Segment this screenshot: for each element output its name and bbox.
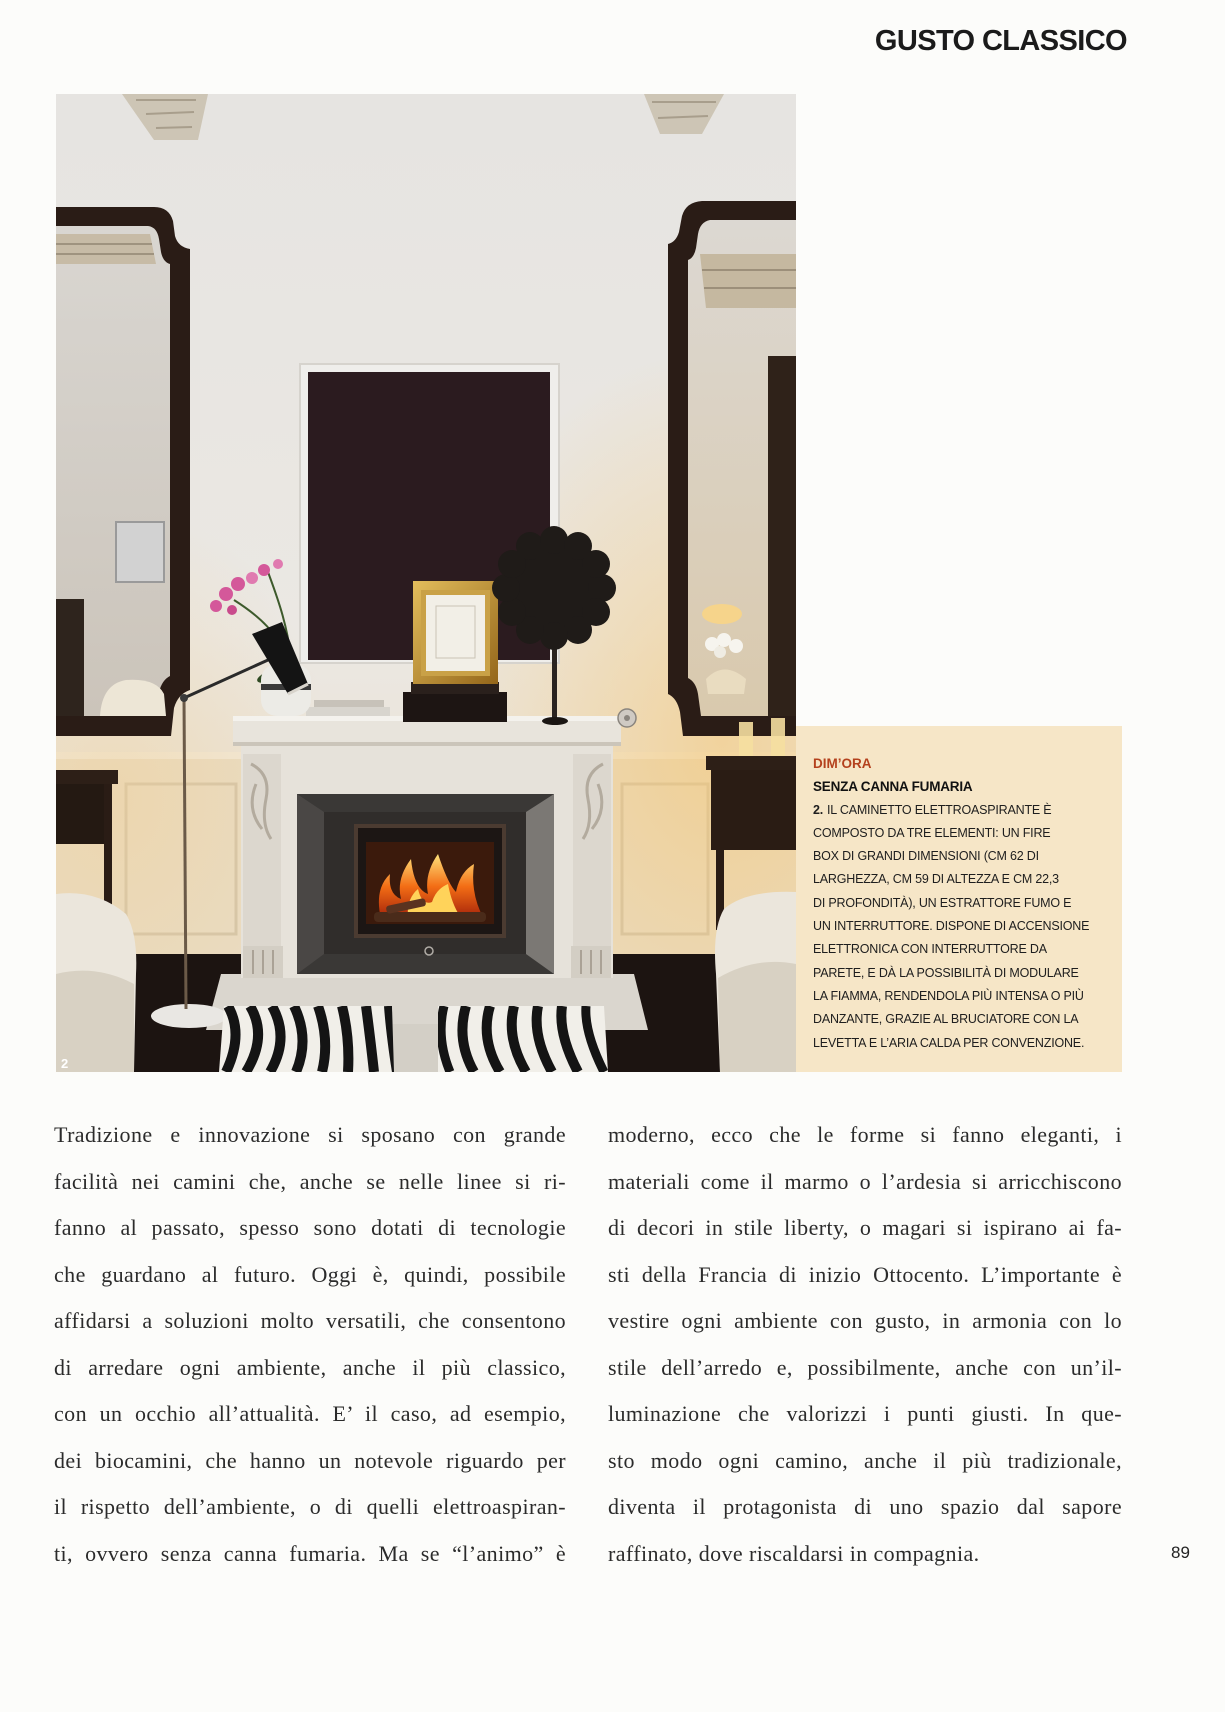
section-title: GUSTO CLASSICO [874, 25, 1127, 57]
feather-tuft [540, 622, 568, 650]
orchid-flower [246, 572, 258, 584]
corbel-body [573, 754, 611, 950]
feather-tuft [588, 574, 616, 602]
caption-line [813, 799, 1122, 822]
wall-switch [618, 709, 636, 727]
orchid-flower [227, 605, 237, 615]
body-line: ti, ovvero senza canna fumaria. Ma se “l’animo” è [54, 1540, 566, 1566]
body-line: Tradizione e innovazione si sposano con grande [54, 1122, 566, 1147]
opening-side-left [297, 794, 324, 974]
flower [714, 646, 726, 658]
caption-line: LEVETTA E L’ARIA CALDA PER CONVENZIONE. [813, 1035, 1085, 1050]
reflected-beam [56, 234, 156, 264]
feather-tuft [582, 550, 610, 578]
caption-line: PARETE, E DÀ LA POSSIBILITÀ DI MODULARE [813, 965, 1079, 980]
corbel-left [243, 754, 283, 978]
reflected-cabinet [56, 599, 84, 716]
fireplace-photo-drawing [56, 94, 796, 1072]
caption-line: LARGHEZZA, CM 59 DI ALTEZZA E CM 22,3 [813, 872, 1059, 887]
body-line: affidarsi a soluzioni molto versatili, che consentono [54, 1308, 566, 1333]
candle-glass [739, 722, 753, 756]
corbel-right [571, 754, 611, 978]
armchair-right [715, 892, 796, 1072]
caption-line-text: IL CAMINETTO ELETTROASPIRANTE È [827, 802, 1052, 817]
table-front [56, 784, 110, 844]
caption-line: BOX DI GRANDI DIMENSIONI (CM 62 DI [813, 849, 1039, 864]
body-line: materiali come il marmo o l’ardesia si arricchiscono [608, 1168, 1122, 1194]
hearth-strip [392, 1024, 438, 1072]
flower [729, 639, 743, 653]
frame-base [403, 692, 507, 722]
caption-title: SENZA CANNA FUMARIA [813, 779, 973, 795]
body-line: vestire ogni ambiente con gusto, in armonia con lo [608, 1308, 1122, 1333]
body-line: il rispetto dell’ambiente, o di quelli elettroaspiran- [54, 1494, 566, 1519]
body-line: diventa il protagonista di uno spazio dal sapore [608, 1494, 1122, 1519]
caption-line: LA FIAMMA, RENDENDOLA PIÙ INTENSA O PIÙ [813, 988, 1084, 1003]
body-line: facilità nei camini che, anche se nelle linee si ri- [54, 1168, 566, 1194]
lamp-joint [180, 694, 188, 702]
feather-tuft [498, 598, 526, 626]
reflected-bookcase [768, 356, 796, 716]
opening-side-right [526, 794, 554, 974]
caption-label: DIM’ORA [813, 756, 872, 771]
reflected-lamp-glow [702, 604, 742, 624]
body-line: dei biocamini, che hanno un notevole riguardo per [54, 1447, 566, 1473]
reflected-beam [700, 254, 796, 308]
sculpture-base [542, 717, 568, 725]
gold-picture-frame [403, 581, 507, 722]
body-column-right [608, 1112, 1122, 1577]
body-column-left [54, 1112, 566, 1577]
mirror-right [668, 201, 796, 736]
caption-line: DANZANTE, GRAZIE AL BRUCIATORE CON LA [813, 1012, 1079, 1027]
body-line: moderno, ecco che le forme si fanno eleganti, i [608, 1122, 1122, 1147]
armchair-shadow [718, 962, 796, 1072]
lamp-base [151, 1004, 227, 1028]
caption-line: COMPOSTO DA TRE ELEMENTI: UN FIRE [813, 825, 1051, 840]
body-line: sti della Francia di inizio Ottocento. L’importante è [608, 1261, 1122, 1287]
zebra-stool-right [436, 1006, 611, 1072]
sculpture-stem [552, 640, 557, 720]
orchid-flower [273, 559, 283, 569]
mirror-left [56, 207, 190, 736]
fireplace-photo [56, 94, 796, 1072]
corbel-body [243, 754, 281, 950]
feather-tuft [516, 532, 544, 560]
orchid-flower [210, 600, 222, 612]
photo-caption [796, 726, 1122, 1072]
flower [717, 633, 731, 647]
caption-line: DI PROFONDITÀ), UN ESTRATTORE FUMO E [813, 895, 1072, 910]
reflected-picture [116, 522, 164, 582]
orchid-flower [219, 587, 233, 601]
lamp-pole [184, 698, 186, 1009]
body-line: di decori in stile liberty, o magari si ispirano ai fa- [608, 1215, 1122, 1240]
caption-line: UN INTERRUTTORE. DISPONE DI ACCENSIONE [813, 919, 1090, 934]
desk-body [711, 770, 796, 850]
caption-line: ELETTRONICA CON INTERRUTTORE DA [813, 942, 1047, 957]
photo-number: 2 [61, 1056, 69, 1071]
book [314, 700, 384, 707]
body-line: sto modo ogni camino, anche il più tradizionale, [608, 1447, 1122, 1473]
body-line: stile dell’arredo e, possibilmente, anche con un’il- [608, 1354, 1122, 1380]
desk-top [706, 756, 796, 770]
feather-tuft [492, 574, 520, 602]
switch-knob [624, 715, 630, 721]
table-top [56, 770, 118, 784]
body-line: luminazione che valorizzi i punti giusti. In que- [608, 1401, 1122, 1426]
mantel-books [306, 700, 390, 716]
body-line: raffinato, dove riscaldarsi in compagnia. [608, 1540, 980, 1566]
orchid-flower [231, 577, 245, 591]
zebra-stool-left [216, 1006, 396, 1072]
orchid-flower [258, 564, 270, 576]
caption-number: 2. [813, 802, 824, 817]
body-line: di arredare ogni ambiente, anche il più classico, [54, 1354, 566, 1380]
book [306, 707, 390, 716]
page-number: 89 [1171, 1543, 1190, 1562]
marble-fireplace [233, 716, 621, 978]
feather-tuft [540, 526, 568, 554]
mantel-shadow [233, 742, 621, 746]
candle-glass [771, 718, 785, 756]
body-line: che guardano al futuro. Oggi è, quindi, possibile [54, 1261, 566, 1287]
armchair-left [56, 893, 136, 1072]
feather-tuft [564, 616, 592, 644]
body-line: con un occhio all’attualità. E’ il caso, ad esempio, [54, 1401, 566, 1426]
log [374, 912, 486, 922]
body-line: fanno al passato, spesso sono dotati di tecnologie [54, 1215, 566, 1240]
